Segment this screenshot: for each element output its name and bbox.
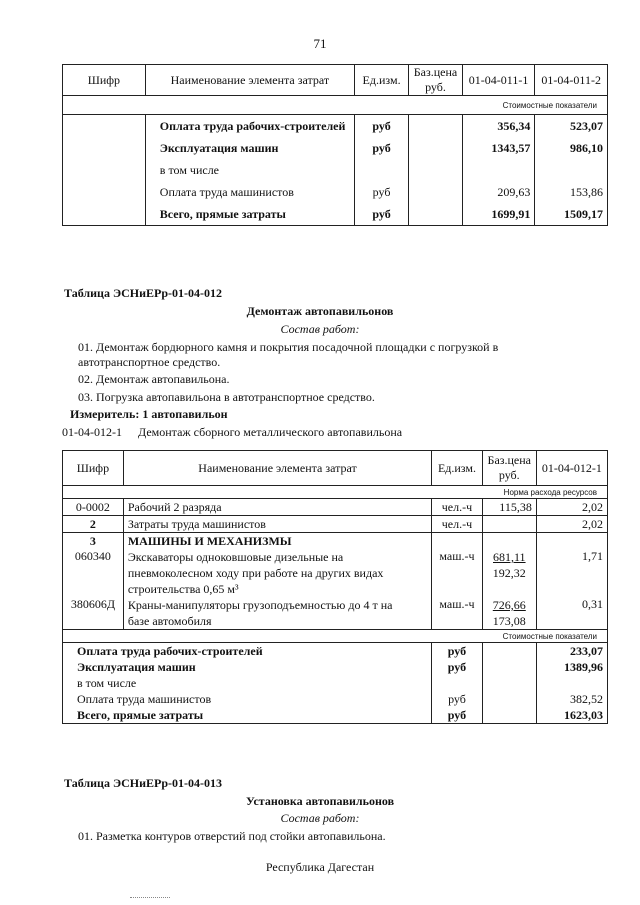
footer-region: Республика Дагестан bbox=[265, 860, 375, 874]
table-row bbox=[63, 516, 608, 533]
row-value-2: 1509,17 bbox=[535, 203, 608, 226]
header-unit: Ед.изм. bbox=[432, 451, 483, 486]
table-row bbox=[63, 181, 608, 203]
row-unit: руб bbox=[432, 659, 483, 675]
subheader-costs: Стоимостные показатели bbox=[63, 630, 608, 643]
row-code: 3 bbox=[63, 533, 124, 550]
header-col-012-1: 01-04-012-1 bbox=[536, 451, 607, 486]
row-unit: чел.-ч bbox=[432, 516, 483, 533]
row-value-2: 986,10 bbox=[535, 137, 608, 159]
row-price-1: 681,11 bbox=[493, 550, 526, 564]
table-header-row bbox=[63, 65, 608, 96]
row-value-2: 153,86 bbox=[535, 181, 608, 203]
table-title-012: Таблица ЭСНиЕРр-01-04-012 bbox=[64, 286, 223, 300]
row-unit: маш.-ч bbox=[432, 549, 483, 597]
row-value-1: 209,63 bbox=[462, 181, 535, 203]
subheader-row bbox=[63, 486, 608, 499]
subheader-row bbox=[63, 96, 608, 115]
row-name: Рабочий 2 разряда bbox=[123, 499, 431, 516]
row-code: 380606Д bbox=[63, 597, 124, 630]
row-unit: руб bbox=[354, 137, 408, 159]
table-row bbox=[63, 159, 608, 181]
row-name-line-1: Экскаваторы одноковшовые дизельные на bbox=[127, 550, 344, 564]
table-row bbox=[63, 203, 608, 226]
row-name-line-1: Краны-манипуляторы грузоподъемностью до 4 т на bbox=[127, 598, 393, 612]
footer-divider bbox=[130, 897, 170, 898]
table-row bbox=[63, 137, 608, 159]
row-unit: чел.-ч bbox=[432, 499, 483, 516]
table-row bbox=[63, 643, 608, 660]
table-row bbox=[63, 499, 608, 516]
item-name: Демонтаж сборного металлического автопавильона bbox=[138, 425, 403, 439]
table-row bbox=[63, 533, 608, 550]
row-unit: руб bbox=[354, 181, 408, 203]
row-name: Эксплуатация машин bbox=[145, 137, 354, 159]
meter-label: Измеритель: 1 автопавильон bbox=[70, 407, 228, 421]
table-row bbox=[63, 597, 608, 630]
item-code: 01-04-012-1 bbox=[62, 425, 122, 439]
row-code: 060340 bbox=[63, 549, 124, 597]
row-name: Затраты труда машинистов bbox=[123, 516, 431, 533]
row-price-2: 192,32 bbox=[492, 566, 526, 580]
subheader-costs: Стоимостные показатели bbox=[63, 96, 608, 115]
row-name: МАШИНЫ И МЕХАНИЗМЫ bbox=[123, 533, 431, 550]
row-unit: руб bbox=[354, 115, 408, 138]
row-name: Оплата труда рабочих-строителей bbox=[145, 115, 354, 138]
row-value: 2,02 bbox=[536, 499, 607, 516]
row-unit: руб bbox=[432, 691, 483, 707]
header-code: Шифр bbox=[63, 65, 146, 96]
work-item-3: 03. Погрузка автопавильона в автотранспортное средство. bbox=[78, 390, 375, 404]
subheader-row bbox=[63, 630, 608, 643]
section-title-013: Установка автопавильонов bbox=[245, 794, 395, 808]
row-unit: руб bbox=[432, 707, 483, 724]
table-row bbox=[63, 659, 608, 675]
row-unit: руб bbox=[354, 203, 408, 226]
row-price-1: 726,66 bbox=[492, 598, 526, 612]
table-row bbox=[63, 675, 608, 691]
work-item-1-cont: автотранспортное средство. bbox=[78, 355, 221, 369]
row-name: Оплата труда машинистов bbox=[145, 181, 354, 203]
row-price-2: 173,08 bbox=[492, 614, 526, 628]
header-code: Шифр bbox=[63, 451, 124, 486]
row-name: в том числе bbox=[145, 159, 354, 181]
row-unit: руб bbox=[432, 643, 483, 660]
row-value: 0,31 bbox=[536, 597, 607, 630]
row-value-2: 523,07 bbox=[535, 115, 608, 138]
table-row bbox=[63, 691, 608, 707]
row-name: Эксплуатация машин bbox=[63, 659, 432, 675]
row-value: 1,71 bbox=[536, 549, 607, 597]
subheader-resources: Норма расхода ресурсов bbox=[63, 486, 608, 499]
page-number: 71 bbox=[313, 36, 327, 51]
row-price: 115,38 bbox=[482, 499, 536, 516]
table-row bbox=[63, 549, 608, 597]
header-col-011-1: 01-04-011-1 bbox=[462, 65, 535, 96]
table-row bbox=[63, 707, 608, 724]
composition-label-013: Состав работ: bbox=[280, 811, 360, 825]
row-unit: маш.-ч bbox=[432, 597, 483, 630]
work-item-013-1: 01. Разметка контуров отверстий под стойки автопавильона. bbox=[78, 829, 386, 843]
composition-label-012: Состав работ: bbox=[280, 322, 360, 336]
row-name: Всего, прямые затраты bbox=[63, 707, 432, 724]
table-row bbox=[63, 115, 608, 138]
row-name: в том числе bbox=[63, 675, 432, 691]
row-value: 1623,03 bbox=[536, 707, 607, 724]
header-name: Наименование элемента затрат bbox=[145, 65, 354, 96]
work-item-2: 02. Демонтаж автопавильона. bbox=[78, 372, 230, 386]
header-base-price: Баз.цена руб. bbox=[482, 451, 536, 486]
row-value: 2,02 bbox=[536, 516, 607, 533]
row-code: 0-0002 bbox=[63, 499, 124, 516]
header-unit: Ед.изм. bbox=[354, 65, 408, 96]
header-base-price: Баз.цена руб. bbox=[409, 65, 463, 96]
row-name-line-2: пневмоколесном ходу при работе на других видах bbox=[127, 566, 384, 580]
row-value-1: 1343,57 bbox=[462, 137, 535, 159]
row-value-1: 1699,91 bbox=[462, 203, 535, 226]
row-value: 233,07 bbox=[536, 643, 607, 660]
row-name: Оплата труда рабочих-строителей bbox=[63, 643, 432, 660]
row-name: Всего, прямые затраты bbox=[145, 203, 354, 226]
header-col-011-2: 01-04-011-2 bbox=[535, 65, 608, 96]
header-name: Наименование элемента затрат bbox=[123, 451, 431, 486]
row-name: Оплата труда машинистов bbox=[63, 691, 432, 707]
row-name-line-3: строительства 0,65 м³ bbox=[127, 582, 239, 596]
section-title-012: Демонтаж автопавильонов bbox=[246, 304, 394, 318]
row-value: 1389,96 bbox=[536, 659, 607, 675]
row-value: 382,52 bbox=[536, 691, 607, 707]
row-name-line-2: базе автомобиля bbox=[127, 614, 212, 628]
row-code: 2 bbox=[63, 516, 124, 533]
table-title-013: Таблица ЭСНиЕРр-01-04-013 bbox=[64, 776, 223, 790]
table-header-row bbox=[63, 451, 608, 486]
cost-table-011 bbox=[62, 64, 608, 226]
resource-table-012 bbox=[62, 450, 608, 724]
row-value-1: 356,34 bbox=[462, 115, 535, 138]
work-item-1: 01. Демонтаж бордюрного камня и покрытия посадочной площадки с погрузкой в bbox=[78, 340, 499, 354]
